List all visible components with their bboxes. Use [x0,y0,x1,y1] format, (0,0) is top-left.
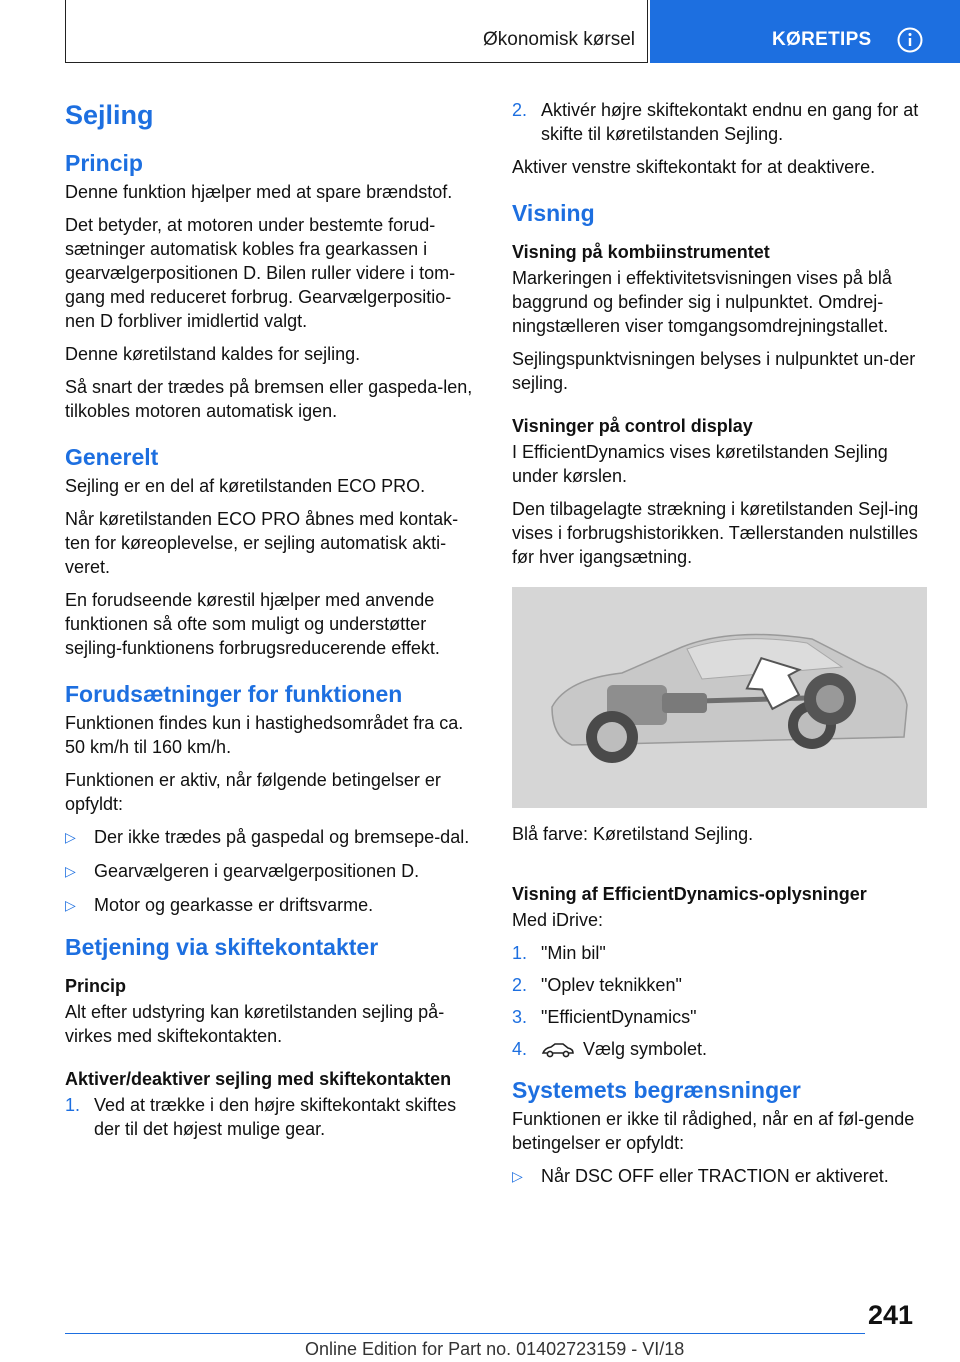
paragraph: Den tilbagelagte strækning i køretilstanden Sejl-ing vises i forbrugshistorikken. Tællerstanden nulstilles før hver igangsætning. [512,499,919,567]
list-item: 2. "Oplev teknikken" [512,975,682,995]
conditions-list [65,825,480,917]
paragraph: Med iDrive: [512,910,604,930]
right-column [512,98,927,1198]
triangle-bullet-icon: ▷ [65,897,76,913]
subheading-kombiinstrument: Visning på kombiinstrumentet [512,242,770,262]
paragraph: Funktionen er aktiv, når følgende betingelser er opfyldt: [65,770,441,814]
idrive-steps-list [512,941,927,1061]
list-item: 3. "EfficientDynamics" [512,1007,697,1027]
paragraph: Funktionen findes kun i hastighedsområdet fra ca. 50 km/h til 160 km/h. [65,713,464,757]
paragraph: Alt efter udstyring kan køretilstanden sejling på-virkes med skiftekontakten. [65,1002,445,1046]
limitations-list [512,1164,927,1188]
list-item: ▷ Motor og gearkasse er driftsvarme. [65,895,374,915]
list-item: 1. "Min bil" [512,943,606,963]
page-number: 241 [868,1300,914,1330]
heading-begraensninger: Systemets begrænsninger [512,1077,801,1103]
paragraph: Når køretilstanden ECO PRO åbnes med kontak-ten for køreoplevelse, er sejling automatisk akti-veret. [65,509,459,577]
paragraph: Denne funktion hjælper med at spare brændstof. [65,182,453,202]
subheading-control-display: Visninger på control display [512,416,753,436]
paragraph: Markeringen i effektivitetsvisningen vises på blå baggrund og befinder sig i nulpunktet. Omdrej-ningstælleren viser tomgangsomdrejningstallet. [512,268,892,336]
subheading-aktiver: Aktiver/deaktiver sejling med skiftekontakten [65,1069,452,1089]
steps-list-continued [512,98,927,146]
list-item: 1. Ved at trække i den højre skiftekontakt skiftes der til det højest mulige gear. [65,1095,457,1139]
heading-generelt: Generelt [65,444,159,470]
heading-forudsaetninger: Forudsætninger for funktionen [65,681,403,707]
list-item: 2. Aktivér højre skiftekontakt endnu en gang for at skifte til køretilstanden Sejling. [512,100,919,144]
heading-visning: Visning [512,200,595,226]
paragraph: Sejling er en del af køretilstanden ECO PRO. [65,476,426,496]
info-icon [897,27,923,53]
header-section-tab [65,0,648,63]
paragraph: Det betyder, at motoren under bestemte forud-sætninger automatisk kobles fra gearkassen i gearvælgerpositionen D. Bilen ruller videre i tom-gang med reduceret forbrug. Gearvælgerpositio-nen D forbliver imidlertid valgt. [65,215,456,331]
paragraph: Aktiver venstre skiftekontakt for at deaktivere. [512,157,876,177]
paragraph: Denne køretilstand kaldes for sejling. [65,344,361,364]
page-title: Sejling [65,100,154,130]
triangle-bullet-icon: ▷ [65,829,76,845]
heading-betjening: Betjening via skiftekontakter [65,934,379,960]
car-symbol-icon [541,1042,575,1058]
car-drivetrain-illustration [512,587,927,808]
paragraph: Så snart der trædes på bremsen eller gaspeda-len, tilkobles motoren automatisk igen. [65,377,473,421]
heading-princip: Princip [65,150,143,176]
list-item: 4. Vælg symbolet. [512,1039,708,1059]
list-item: ▷ Der ikke trædes på gaspedal og bremsepe-dal. [65,827,470,847]
subheading-princip: Princip [65,976,127,996]
paragraph: Funktionen er ikke til rådighed, når en af føl-gende betingelser er opfyldt: [512,1109,915,1153]
left-column [65,98,480,1150]
footer-edition: Online Edition for Part no. 01402723159 - VI/18 [305,1339,685,1359]
paragraph: I EfficientDynamics vises køretilstanden Sejling under kørslen. [512,442,888,486]
list-item: ▷ Gearvælgeren i gearvælgerpositionen D. [65,861,420,881]
triangle-bullet-icon: ▷ [512,1168,523,1184]
footer-divider [65,1333,865,1334]
subheading-efficientdynamics: Visning af EfficientDynamics-oplysninger [512,884,867,904]
paragraph: Sejlingspunktvisningen belyses i nulpunktet un-der sejling. [512,349,916,393]
list-item: ▷ Når DSC OFF eller TRACTION er aktiveret. [512,1166,889,1186]
chapter-title: KØRETIPS [772,29,872,50]
paragraph: En forudseende kørestil hjælper med anvende funktionen så ofte som muligt og understøtter sejling-funktionens forbrugsreducerende effekt. [65,590,440,658]
figure-caption: Blå farve: Køretilstand Sejling. [512,824,754,844]
section-title: Økonomisk kørsel [482,29,635,50]
triangle-bullet-icon: ▷ [65,863,76,879]
steps-list [65,1093,480,1141]
